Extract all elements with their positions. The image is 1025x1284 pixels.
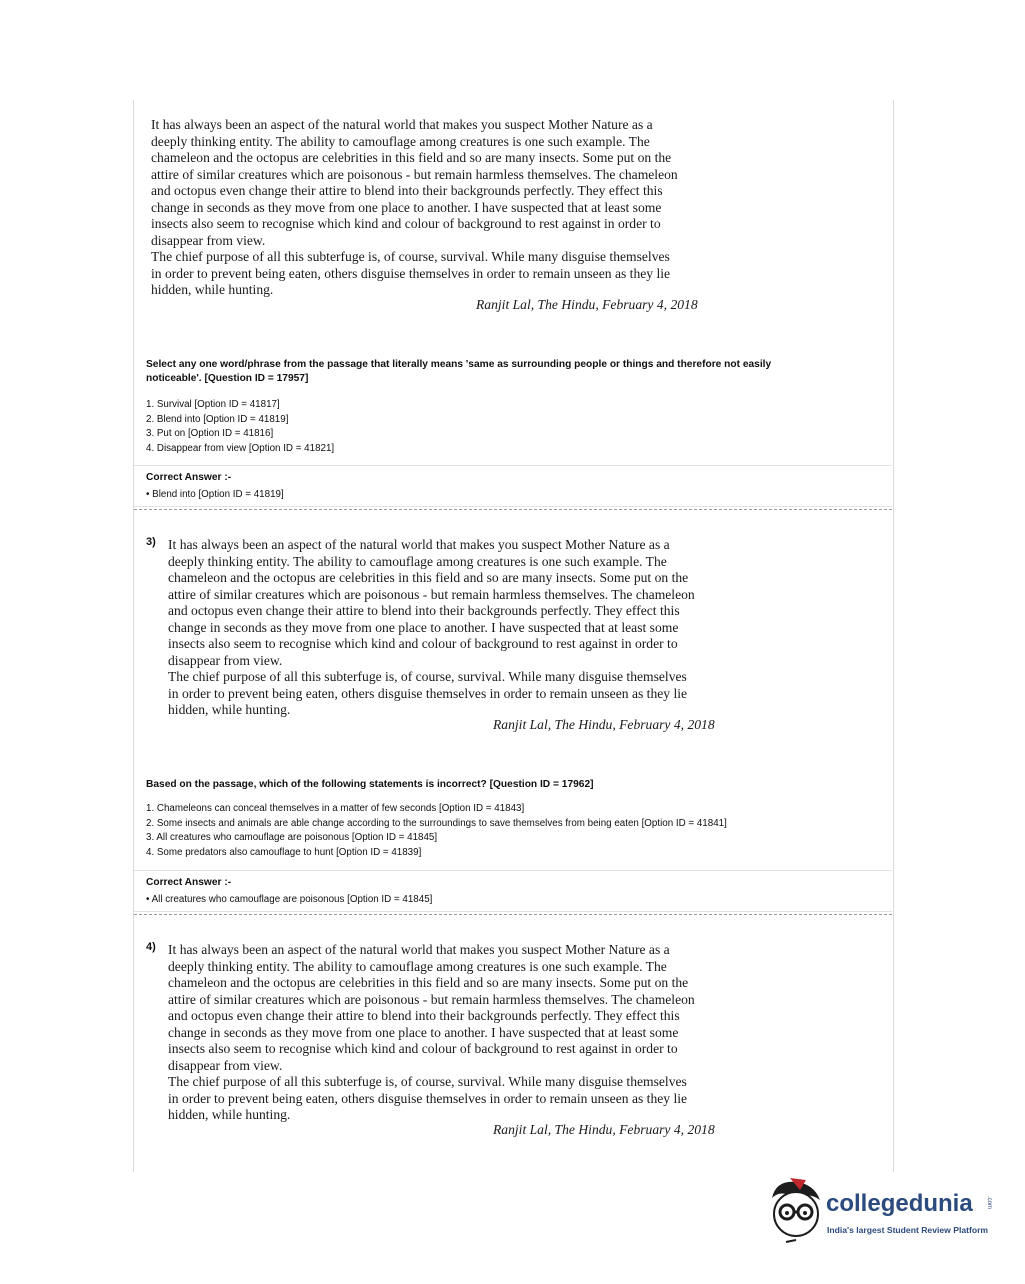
correct-answer-heading: Correct Answer :-	[146, 472, 232, 483]
question-line: noticeable'. [Question ID = 17957]	[146, 373, 309, 384]
passage-line: deeply thinking entity. The ability to camouflage among creatures is one such example. The	[168, 958, 667, 974]
divider	[134, 870, 892, 871]
divider	[134, 506, 892, 507]
option-item: 1. Survival [Option ID = 41817]	[146, 399, 280, 410]
passage-line: The chief purpose of all this subterfuge is, of course, survival. While many disguise themselves	[168, 1074, 687, 1089]
passage-line: It has always been an aspect of the natural world that makes you suspect Mother Nature as a	[168, 537, 670, 552]
passage-line: and octopus even change their attire to blend into their backgrounds perfectly. They effect this	[151, 183, 663, 198]
passage-line: and octopus even change their attire to blend into their backgrounds perfectly. They effect this	[168, 603, 680, 618]
question-text: Based on the passage, which of the following statements is incorrect? [Question ID = 17962]	[146, 779, 594, 790]
passage-line: change in seconds as they move from one place to another. I have suspected that at least some	[168, 619, 679, 635]
passage-citation: Ranjit Lal, The Hindu, February 4, 2018	[493, 1122, 715, 1137]
question-text	[146, 358, 846, 386]
passage-line: in order to prevent being eaten, others disguise themselves in order to remain unseen as they lie	[168, 1090, 688, 1106]
logo-wordmark: collegedunia	[826, 1190, 973, 1217]
divider	[134, 911, 892, 912]
divider	[134, 465, 892, 466]
correct-answer-heading: Correct Answer :-	[146, 877, 232, 888]
logo-domain: .com	[986, 1196, 992, 1210]
passage-citation: Ranjit Lal, The Hindu, February 4, 2018	[476, 297, 698, 312]
passage-line: deeply thinking entity. The ability to camouflage among creatures is one such example. The	[151, 133, 650, 149]
passage-line: The chief purpose of all this subterfuge is, of course, survival. While many disguise themselves	[168, 669, 687, 684]
question-line: Select any one word/phrase from the passage that literally means 'same as surrounding people or things and therefore not easily	[146, 359, 772, 370]
passage-line: hidden, while hunting.	[168, 702, 291, 717]
passage-line: attire of similar creatures which are poisonous - but remain harmless themselves. The chameleon	[151, 166, 678, 182]
passage-line: disappear from view.	[168, 652, 283, 668]
option-item: 2. Some insects and animals are able change according to the surroundings to save themselves from being eaten [Option ID = 41841]	[146, 817, 727, 829]
passage-line: The chief purpose of all this subterfuge is, of course, survival. While many disguise themselves	[151, 249, 670, 264]
passage-block-2	[168, 537, 748, 719]
passage-block-1	[151, 117, 731, 299]
passage-line: deeply thinking entity. The ability to camouflage among creatures is one such example. The	[168, 553, 667, 569]
option-item: 3. All creatures who camouflage are poisonous [Option ID = 41845]	[146, 832, 438, 844]
option-item: 3. Put on [Option ID = 41816]	[146, 428, 274, 440]
passage-line: chameleon and the octopus are celebrities in this field and so are many insects. Some put on the	[151, 150, 672, 165]
passage-line: insects also seem to recognise which kind and colour of background to rest against in order to	[151, 216, 661, 231]
passage-line: disappear from view.	[151, 232, 266, 248]
option-item: 2. Blend into [Option ID = 41819]	[146, 413, 289, 425]
option-item: 4. Disappear from view [Option ID = 41821]	[146, 442, 335, 454]
correct-answer-text: All creatures who camouflage are poisonous [Option ID = 41845]	[151, 894, 433, 905]
option-item: 1. Chameleons can conceal themselves in a matter of few seconds [Option ID = 41843]	[146, 803, 525, 814]
passage-line: in order to prevent being eaten, others disguise themselves in order to remain unseen as they lie	[151, 265, 671, 281]
logo-tagline: India's largest Student Review Platform	[827, 1225, 989, 1235]
correct-answer-text: Blend into [Option ID = 41819]	[152, 489, 284, 500]
passage-line: in order to prevent being eaten, others disguise themselves in order to remain unseen as they lie	[168, 685, 688, 701]
passage-line: attire of similar creatures which are poisonous - but remain harmless themselves. The chameleon	[168, 991, 695, 1007]
question-separator	[134, 914, 892, 915]
passage-line: and octopus even change their attire to blend into their backgrounds perfectly. They effect this	[168, 1008, 680, 1023]
passage-line: It has always been an aspect of the natural world that makes you suspect Mother Nature as a	[151, 117, 653, 132]
correct-answer: • All creatures who camouflage are poisonous [Option ID = 41845]	[146, 894, 433, 905]
passage-line: chameleon and the octopus are celebrities in this field and so are many insects. Some put on the	[168, 975, 689, 990]
passage-citation: Ranjit Lal, The Hindu, February 4, 2018	[493, 717, 715, 732]
question-number: 4)	[146, 941, 156, 953]
passage-line: hidden, while hunting.	[151, 282, 274, 297]
correct-answer: • Blend into [Option ID = 41819]	[146, 489, 284, 500]
option-item: 4. Some predators also camouflage to hunt [Option ID = 41839]	[146, 846, 422, 858]
passage-line: insects also seem to recognise which kind and colour of background to rest against in order to	[168, 636, 678, 651]
passage-line: attire of similar creatures which are poisonous - but remain harmless themselves. The chameleon	[168, 586, 695, 602]
options-list	[146, 802, 727, 860]
passage-line: It has always been an aspect of the natural world that makes you suspect Mother Nature as a	[168, 942, 670, 957]
question-number: 3)	[146, 536, 156, 548]
question-separator	[134, 509, 892, 510]
passage-line: change in seconds as they move from one place to another. I have suspected that at least some	[168, 1024, 679, 1040]
passage-line: chameleon and the octopus are celebrities in this field and so are many insects. Some put on the	[168, 570, 689, 585]
passage-line: disappear from view.	[168, 1057, 283, 1073]
passage-line: hidden, while hunting.	[168, 1107, 291, 1122]
passage-line: insects also seem to recognise which kind and colour of background to rest against in order to	[168, 1041, 678, 1056]
passage-line: change in seconds as they move from one place to another. I have suspected that at least some	[151, 199, 662, 215]
passage-block-3	[168, 942, 748, 1124]
options-list	[146, 398, 334, 456]
